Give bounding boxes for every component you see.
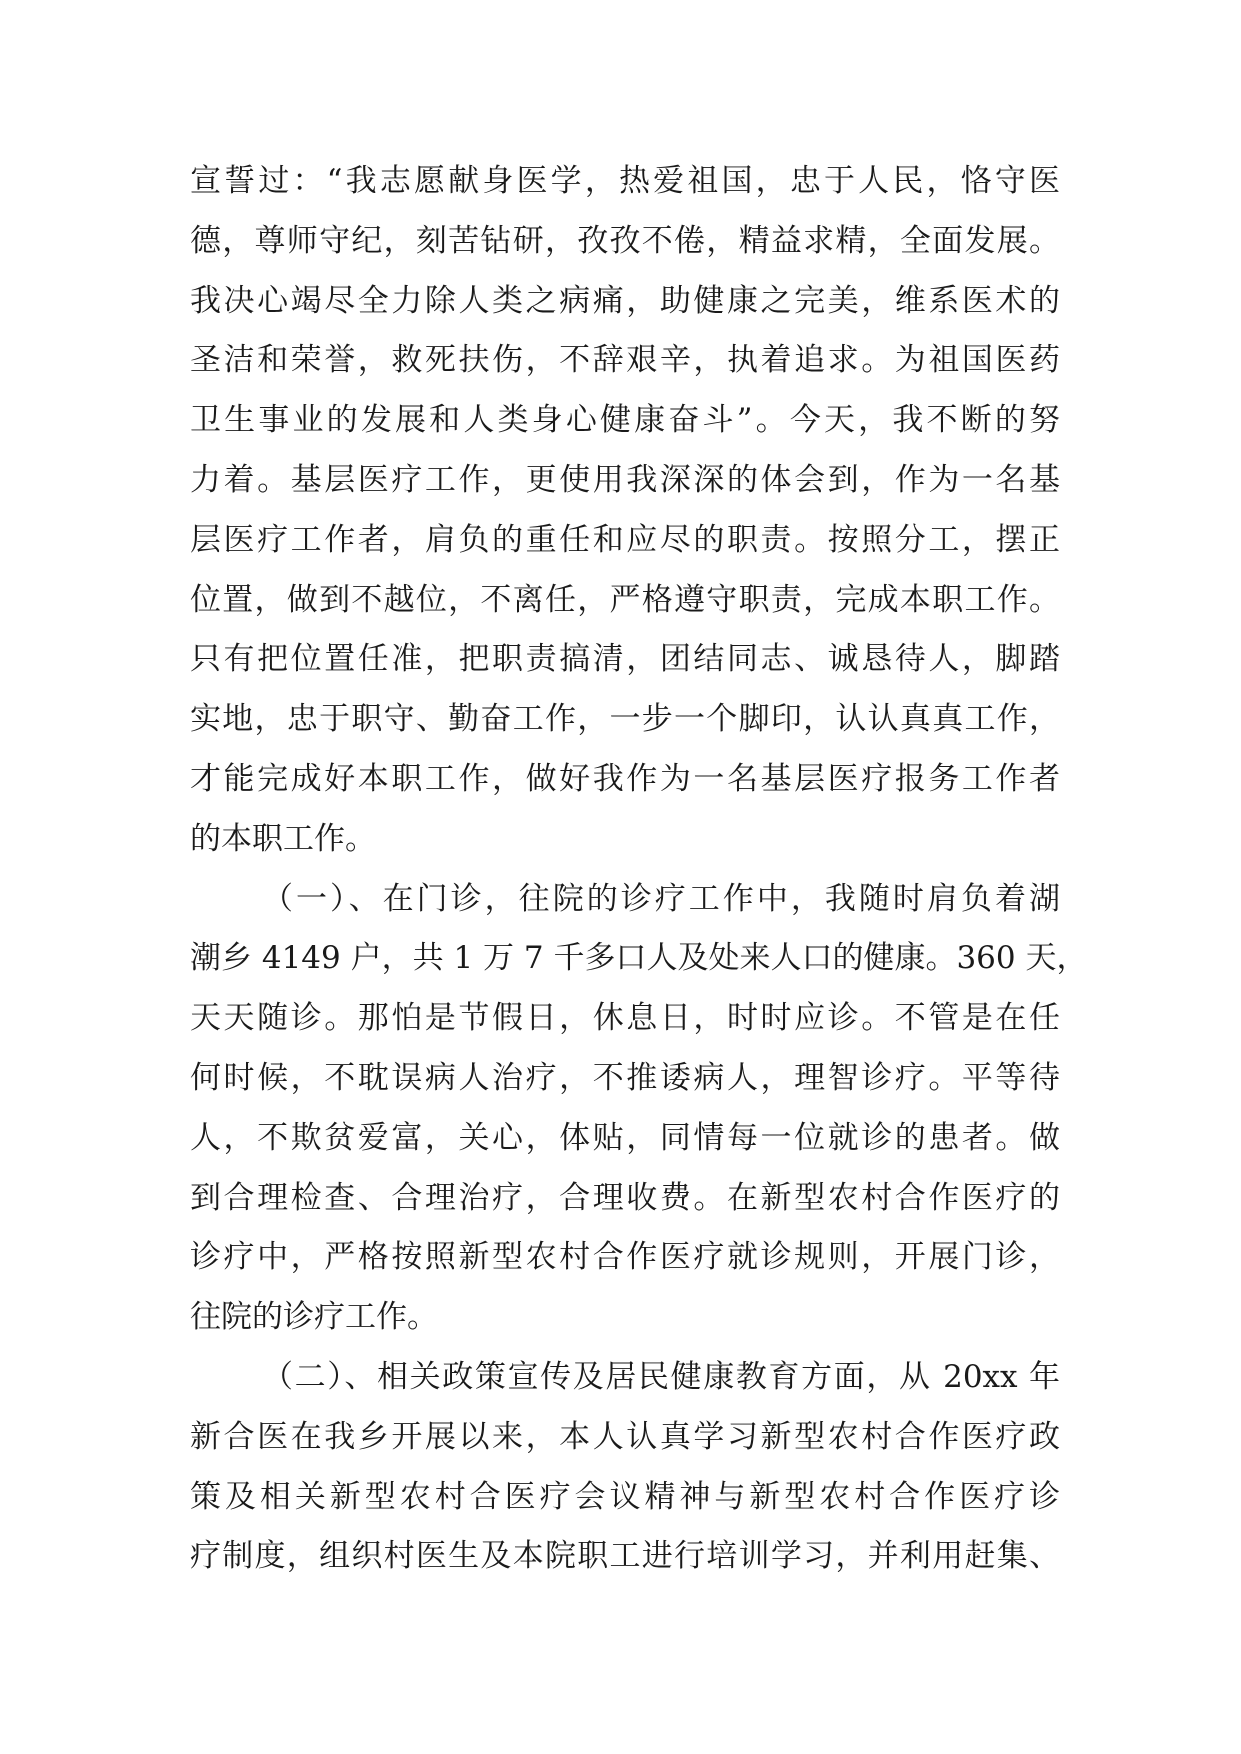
text-line: 天天随诊。那怕是节假日，休息日，时时应诊。不管是在任	[190, 1000, 1060, 1037]
text-line: 德，尊师守纪，刻苦钻研，孜孜不倦，精益求精，全面发展。	[190, 222, 1060, 259]
text-line: 人，不欺贫爱富，关心，体贴，同情每一位就诊的患者。做	[190, 1119, 1060, 1156]
text-line: 卫生事业的发展和人类身心健康奋斗”。今天，我不断的努	[190, 402, 1060, 439]
text-line: 新合医在我乡开展以来，本人认真学习新型农村合作医疗政	[190, 1418, 1060, 1455]
text-line: 的本职工作。	[190, 820, 376, 857]
document-page	[190, 152, 1088, 1587]
text-line: 圣洁和荣誉，救死扶伤，不辞艰辛，执着追求。为祖国医药	[190, 342, 1060, 379]
text-line: 我决心竭尽全力除人类之病痛，助健康之完美，维系医术的	[190, 282, 1060, 319]
text-line: 宣誓过：“我志愿献身医学，热爱祖国，忠于人民，恪守医	[190, 163, 1060, 199]
text-line: 只有把位置任准，把职责搞清，团结同志、诚恳待人，脚踏	[190, 641, 1060, 678]
text-line: 策及相关新型农村合医疗会议精神与新型农村合作医疗诊	[190, 1478, 1060, 1515]
text-line: 诊疗中，严格按照新型农村合作医疗就诊规则，开展门诊，	[190, 1239, 1060, 1276]
paragraph-first-line: （二）、相关政策宣传及居民健康教育方面，从 20xx 年	[262, 1358, 1060, 1395]
text-line: 疗制度，组织村医生及本院职工进行培训学习，并利用赶集、	[190, 1538, 1060, 1575]
text-line: 往院的诊疗工作。	[190, 1299, 438, 1336]
text-line: 实地，忠于职守、勤奋工作，一步一个脚印，认认真真工作，	[190, 701, 1060, 738]
text-line: 到合理检查、合理治疗，合理收费。在新型农村合作医疗的	[190, 1179, 1060, 1216]
text-line: 何时候，不耽误病人治疗，不推诿病人，理智诊疗。平等待	[190, 1059, 1060, 1096]
text-line: 才能完成好本职工作，做好我作为一名基层医疗报务工作者	[190, 760, 1060, 797]
paragraph-first-line: （一）、在门诊，往院的诊疗工作中，我随时肩负着湖	[262, 880, 1060, 917]
text-line: 层医疗工作者，肩负的重任和应尽的职责。按照分工，摆正	[190, 521, 1060, 558]
text-line: 潮乡 4149 户，共 1 万 7 千多口人及处来人口的健康。360 天，	[190, 940, 1088, 977]
text-line: 力着。基层医疗工作，更使用我深深的体会到，作为一名基	[190, 461, 1060, 498]
text-line: 位置，做到不越位，不离任，严格遵守职责，完成本职工作。	[190, 581, 1060, 618]
